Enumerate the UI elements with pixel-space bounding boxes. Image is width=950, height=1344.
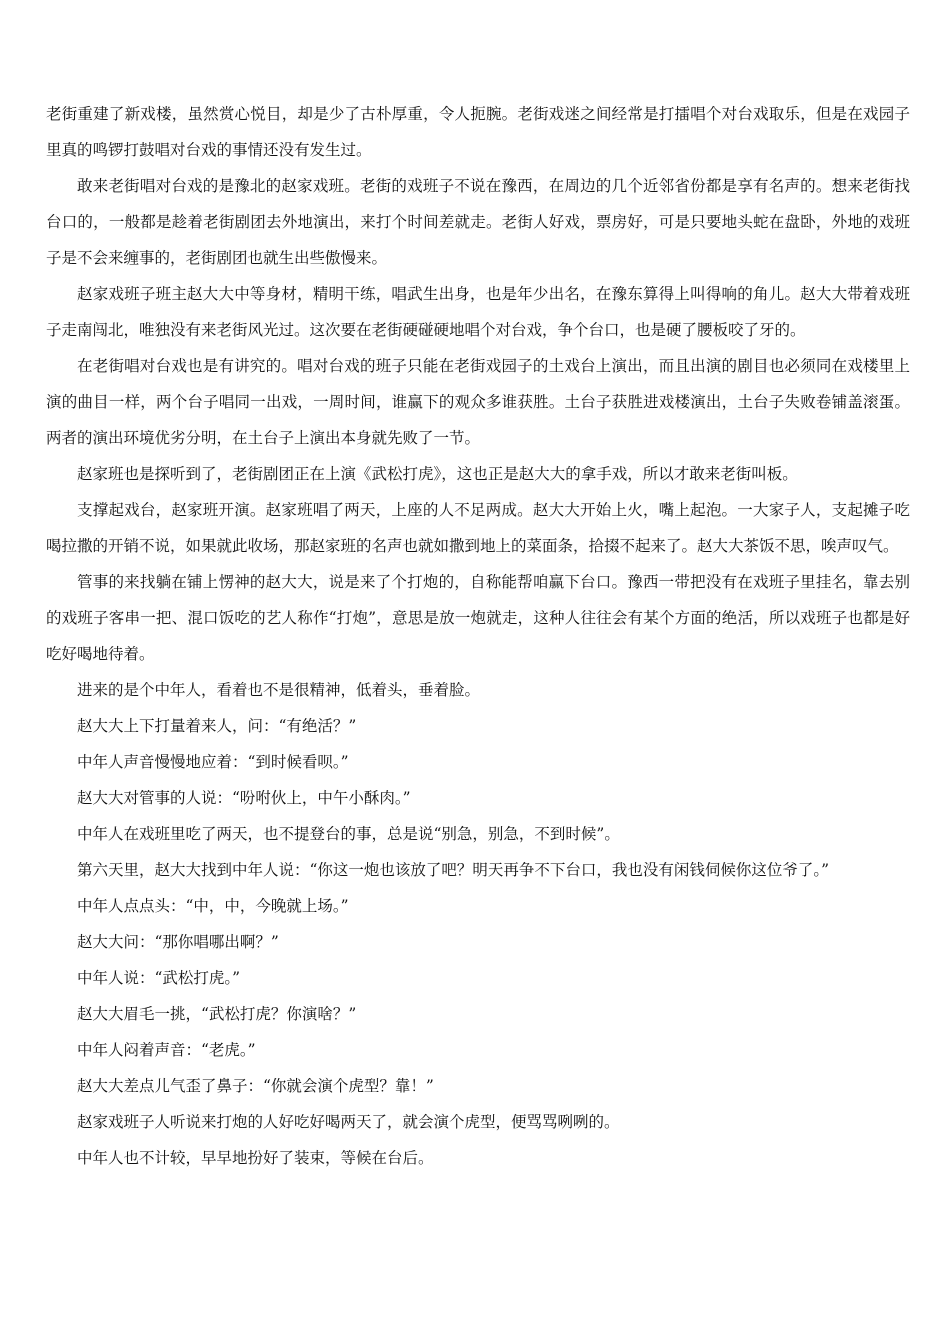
paragraph: 赵家戏班子班主赵大大中等身材，精明干练，唱武生出身，也是年少出名，在豫东算得上叫得响的角儿。赵大大带着戏班子走南闯北，唯独没有来老街风光过。这次要在老街硬碰硬地唱个对台戏，争个台口，也是硬了腰板咬了牙的。: [46, 285, 910, 339]
paragraph: 赵大大眉毛一挑，“武松打虎？你演啥？”: [77, 1005, 357, 1023]
paragraph: 赵大大上下打量着来人，问：“有绝活？”: [77, 717, 357, 735]
paragraph: 老街重建了新戏楼，虽然赏心悦目，却是少了古朴厚重，令人扼腕。老街戏迷之间经常是打擂唱个对台戏取乐，但是在戏园子里真的鸣锣打鼓唱对台戏的事情还没有发生过。: [46, 105, 910, 159]
paragraph: 进来的是个中年人，看着也不是很精神，低着头，垂着脸。: [77, 681, 481, 699]
paragraph: 敢来老街唱对台戏的是豫北的赵家戏班。老街的戏班子不说在豫西，在周边的几个近邻省份都是享有名声的。想来老街找台口的，一般都是趁着老街剧团去外地演出，来打个时间差就走。老街人好戏，票房好，可是只要地头蛇在盘卧，外地的戏班子是不会来缠事的，老街剧团也就生出些傲慢来。: [46, 177, 910, 267]
paragraph: 中年人闷着声音：“老虎。”: [77, 1041, 256, 1059]
paragraph: 赵家戏班子人听说来打炮的人好吃好喝两天了，就会演个虎型，便骂骂咧咧的。: [77, 1113, 620, 1131]
paragraph: 在老街唱对台戏也是有讲究的。唱对台戏的班子只能在老街戏园子的土戏台上演出，而且出演的剧目也必须同在戏楼里上演的曲目一样，两个台子唱同一出戏，一周时间，谁赢下的观众多谁获胜。土台子获胜进戏楼演出，土台子失败卷铺盖滚蛋。两者的演出环境优劣分明，在土台子上演出本身就先败了一节。: [46, 357, 910, 447]
paragraph: 支撑起戏台，赵家班开演。赵家班唱了两天，上座的人不足两成。赵大大开始上火，嘴上起泡。一大家子人，支起摊子吃喝拉撒的开销不说，如果就此收场，那赵家班的名声也就如撒到地上的菜面条，拾掇不起来了。赵大大茶饭不思，唉声叹气。: [46, 501, 910, 555]
paragraph: 第六天里，赵大大找到中年人说：“你这一炮也该放了吧？明天再争不下台口，我也没有闲钱伺候你这位爷了。”: [77, 861, 830, 879]
paragraph: 赵大大对管事的人说：“吩咐伙上，中午小酥肉。”: [77, 789, 411, 807]
paragraph: 中年人声音慢慢地应着：“到时候看呗。”: [77, 753, 349, 771]
paragraph: 赵大大问：“那你唱哪出啊？”: [77, 933, 279, 951]
paragraph: 赵大大差点儿气歪了鼻子：“你就会演个虎型？靠！”: [77, 1077, 434, 1095]
paragraph: 中年人也不计较，早早地扮好了装束，等候在台后。: [77, 1149, 434, 1167]
paragraph: 中年人点点头：“中，中，今晚就上场。”: [77, 897, 349, 915]
paragraph: 中年人在戏班里吃了两天，也不提登台的事，总是说“别急，别急，不到时候”。: [77, 825, 620, 843]
paragraph: 中年人说：“武松打虎。”: [77, 969, 241, 987]
paragraph: 管事的来找躺在铺上愣神的赵大大，说是来了个打炮的，自称能帮咱赢下台口。豫西一带把没有在戏班子里挂名，靠去别的戏班子客串一把、混口饭吃的艺人称作“打炮”，意思是放一炮就走，这种人往往会有某个方面的绝活，所以戏班子也都是好吃好喝地待着。: [46, 573, 910, 663]
paragraph: 赵家班也是探听到了，老街剧团正在上演《武松打虎》，这也正是赵大大的拿手戏，所以才敢来老街叫板。: [77, 465, 798, 483]
story-body: [46, 96, 910, 1176]
